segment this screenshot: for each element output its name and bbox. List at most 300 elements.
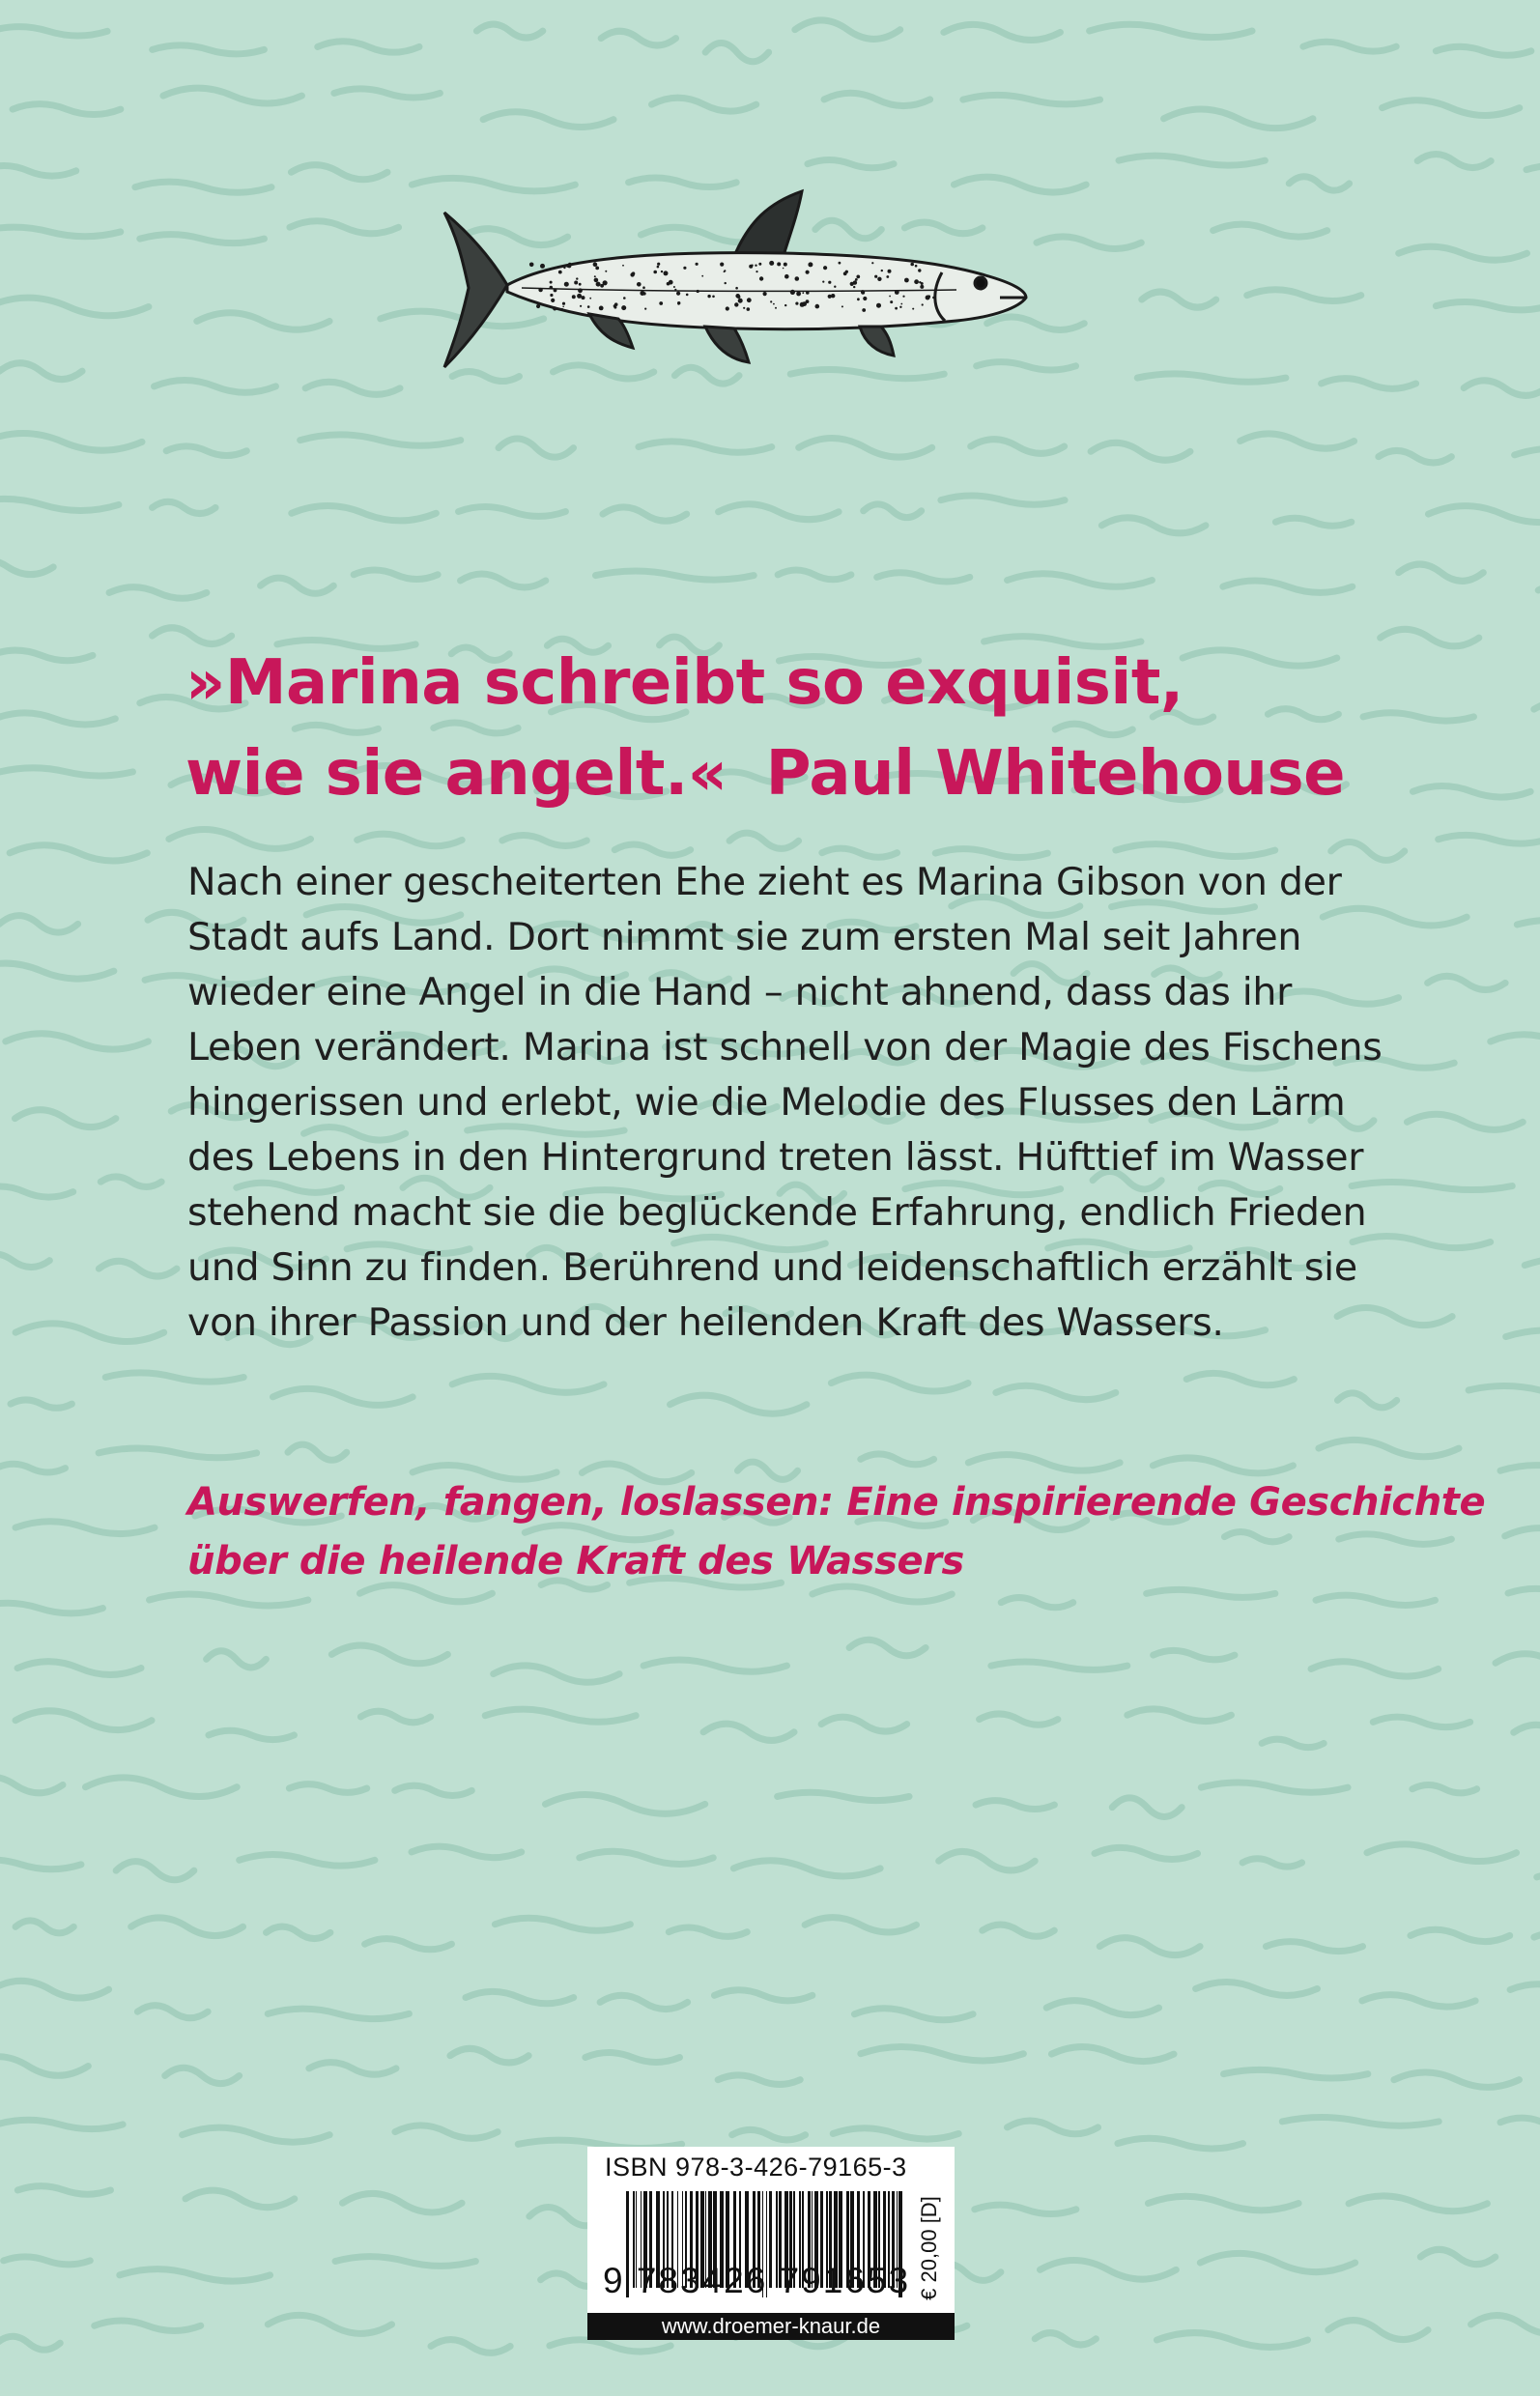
wave-stroke [864, 504, 922, 518]
wave-stroke [1275, 518, 1351, 526]
fish-spot [802, 292, 804, 294]
wave-stroke [1322, 379, 1416, 389]
wave-stroke [0, 713, 115, 725]
wave-stroke [1506, 1330, 1540, 1343]
wave-stroke [1526, 165, 1540, 174]
wave-stroke [0, 559, 53, 574]
wave-stroke [603, 507, 687, 521]
wave-stroke [1436, 46, 1531, 55]
wave-stroke [1469, 1386, 1540, 1395]
fish-spot [758, 263, 761, 266]
wave-stroke [109, 587, 207, 599]
wave-stroke [17, 1662, 141, 1675]
fish-spot [677, 303, 679, 305]
wave-stroke [1200, 2253, 1355, 2271]
fish-spot [895, 290, 899, 295]
wave-stroke [808, 159, 894, 167]
wave-stroke [1037, 237, 1141, 249]
wave-stroke [150, 1594, 308, 1606]
wave-stroke [207, 1651, 267, 1668]
publisher-url: www.droemer-knaur.de [587, 2313, 955, 2340]
wave-stroke [941, 496, 1065, 504]
fish-spot [853, 280, 857, 284]
fish-spot [902, 296, 904, 298]
fish-spot [845, 271, 848, 273]
wave-stroke [1091, 442, 1190, 460]
wave-stroke [318, 42, 419, 52]
wave-stroke [335, 2257, 475, 2267]
wave-stroke [272, 1388, 413, 1405]
wave-stroke [1035, 2333, 1096, 2345]
wave-stroke [395, 1785, 472, 1795]
price-label [910, 2185, 949, 2311]
wave-stroke [795, 20, 900, 39]
wave-stroke [1412, 1785, 1477, 1793]
fish-spot [697, 290, 699, 293]
fish-spot [932, 297, 934, 299]
wave-stroke [729, 833, 799, 848]
wave-stroke [354, 570, 438, 579]
wave-stroke [963, 95, 1100, 104]
wave-stroke [1266, 1942, 1362, 1952]
fish-spot [815, 304, 820, 309]
wave-stroke [169, 829, 311, 848]
wave-stroke [643, 1660, 786, 1671]
wave-stroke [268, 2315, 391, 2333]
wave-stroke [261, 578, 334, 593]
wave-stroke [502, 836, 587, 846]
wave-stroke [1439, 835, 1540, 843]
wave-stroke [580, 1851, 713, 1864]
fish-spot [823, 266, 827, 270]
fish-spot [596, 282, 601, 287]
quote-attribution: Paul Whitehouse [765, 738, 1345, 810]
wave-stroke [1154, 1650, 1235, 1659]
fish-spot [784, 304, 786, 306]
wave-stroke [0, 1254, 49, 1268]
fish-spot [578, 288, 583, 293]
wave-stroke [331, 1645, 447, 1664]
wave-stroke [0, 963, 114, 979]
fish-spot [593, 262, 598, 267]
wave-stroke [1373, 1717, 1469, 1727]
fish-spot [857, 298, 860, 300]
wave-stroke [95, 2321, 201, 2330]
wave-stroke [833, 2128, 958, 2139]
wave-stroke [309, 2063, 396, 2075]
wave-stroke [719, 504, 840, 520]
fish-spot [712, 296, 715, 299]
wave-stroke [291, 165, 387, 180]
wave-stroke [99, 1448, 257, 1458]
wave-stroke [1148, 2196, 1298, 2211]
wave-stroke [1383, 100, 1520, 116]
wave-stroke [1515, 448, 1540, 461]
wave-stroke [1156, 2333, 1307, 2348]
wave-stroke [1525, 1259, 1540, 1272]
wave-stroke [153, 45, 265, 54]
fish-spot [657, 266, 660, 269]
wave-stroke [268, 2009, 409, 2018]
fish-spot [743, 307, 745, 309]
wave-stroke [1164, 109, 1313, 128]
price-text: € 20,00 [D] [917, 2196, 941, 2300]
wave-stroke [1137, 374, 1286, 382]
wave-stroke [595, 571, 754, 580]
fish-spot [707, 295, 710, 298]
wave-stroke [971, 440, 1065, 454]
wave-stroke [0, 227, 121, 237]
description-line: Leben verändert. Marina ist schnell von der Magie des Fischens [187, 1025, 1383, 1070]
fish-spot [659, 301, 663, 305]
fish-spot [564, 282, 569, 287]
fish-spot [888, 270, 892, 273]
wave-stroke [854, 2009, 973, 2020]
wave-stroke [1491, 1035, 1540, 1048]
wave-stroke [975, 2205, 1076, 2213]
fish-spot [653, 271, 657, 274]
wave-stroke [183, 2127, 330, 2142]
fish-spot [861, 291, 865, 295]
fish-spot [622, 265, 624, 267]
fish-spot [874, 275, 877, 278]
wave-stroke [1040, 2261, 1176, 2280]
fish-spot [594, 275, 596, 277]
fish-spot [720, 263, 724, 267]
fish-spot [747, 298, 752, 302]
pull-quote [185, 638, 1422, 819]
fish-spot [734, 302, 738, 306]
wave-stroke [197, 313, 329, 329]
fish-spot [613, 306, 616, 309]
wave-stroke [1046, 2001, 1158, 2015]
fish-spot [536, 304, 540, 308]
fish-spot [862, 308, 866, 312]
fish-spot [770, 300, 772, 302]
quote-line-1: »Marina schreibt so exquisit, [185, 647, 1184, 719]
wave-stroke [1282, 2117, 1439, 2125]
fish-spot [664, 271, 669, 275]
fish-spot [920, 285, 924, 289]
wave-stroke [1119, 156, 1265, 165]
fish-spot [674, 289, 676, 291]
wave-stroke [1224, 2069, 1368, 2078]
wave-stroke [476, 24, 542, 38]
wave-stroke [0, 363, 82, 380]
quote-line-2-text: wie sie angelt.« [185, 738, 727, 810]
wave-stroke [290, 221, 399, 234]
wave-stroke [485, 1709, 636, 1722]
wave-stroke [1262, 1739, 1324, 1747]
wave-stroke [120, 2269, 271, 2281]
wave-stroke [670, 1395, 807, 1413]
fish-spot [566, 266, 568, 268]
wave-stroke [305, 382, 400, 394]
wave-stroke [140, 235, 265, 243]
fish-spot [621, 305, 626, 310]
wave-stroke [209, 1730, 294, 1739]
wave-stroke [15, 1522, 155, 1534]
wave-stroke [1436, 301, 1540, 309]
wave-stroke [1496, 1654, 1540, 1672]
fish-spot [600, 284, 604, 288]
wave-stroke [0, 499, 119, 510]
fish-spot [683, 267, 686, 270]
wave-stroke [1417, 155, 1491, 168]
fish-spot [795, 302, 798, 305]
wave-stroke [116, 1862, 194, 1880]
wave-stroke [4, 2257, 91, 2265]
wave-stroke [1303, 42, 1396, 51]
wave-stroke [1399, 564, 1484, 581]
wave-stroke [292, 506, 437, 521]
wave-stroke [15, 1324, 164, 1342]
wave-stroke [1153, 1458, 1293, 1473]
wave-stroke [939, 1851, 1036, 1869]
wave-stroke [412, 1846, 522, 1858]
fish-spot [756, 271, 757, 272]
fish-spot [927, 295, 930, 298]
fish-spot [574, 281, 578, 285]
wave-stroke [185, 2190, 295, 2208]
fish-spot [841, 305, 843, 307]
wave-stroke [357, 834, 462, 846]
wave-stroke [342, 2193, 462, 2212]
fish-spot [561, 308, 563, 310]
fish-spot [676, 292, 680, 296]
wave-stroke [155, 381, 276, 393]
fish-spot [919, 281, 921, 283]
wave-stroke [0, 916, 78, 932]
wave-stroke [452, 1376, 604, 1392]
fish-spot [701, 275, 703, 277]
wave-stroke [601, 31, 675, 45]
fish-spot [529, 263, 534, 268]
fish-spot [632, 271, 636, 275]
wave-stroke [976, 1801, 1054, 1810]
fish-spot [777, 262, 781, 266]
wave-stroke [1534, 699, 1540, 718]
fish-spot [553, 306, 556, 310]
wave-stroke [395, 2125, 498, 2138]
wave-stroke [153, 501, 216, 513]
wave-stroke [135, 182, 271, 192]
fish-spot [900, 303, 902, 305]
wave-stroke [11, 1400, 71, 1408]
isbn-text: ISBN 978-3-426-79165-3 [605, 2153, 907, 2182]
wave-stroke [1411, 1929, 1510, 1941]
fish-spot [822, 281, 824, 283]
wave-stroke [703, 1724, 794, 1740]
fish-spot [550, 281, 553, 284]
wave-stroke [137, 2006, 208, 2018]
wave-stroke [1362, 1995, 1475, 2007]
wave-stroke [778, 1792, 909, 1800]
fish-spot [806, 271, 810, 274]
wave-stroke [831, 1375, 968, 1391]
wave-stroke [1412, 786, 1530, 798]
wave-stroke [639, 442, 772, 452]
wave-stroke [0, 434, 142, 451]
wave-stroke [714, 1990, 812, 2001]
tagline-line: Auswerfen, fangen, loslassen: Eine inspirierende Geschichte [187, 1480, 1486, 1525]
book-description [187, 855, 1383, 1351]
fish-spot [595, 267, 599, 271]
fish-spot [773, 303, 775, 305]
wave-stroke [240, 1854, 375, 1866]
fish-spot [881, 270, 883, 271]
fish-spot [784, 263, 787, 267]
wave-stroke [824, 93, 930, 105]
wave-stroke [1319, 1440, 1459, 1456]
fish-spot [640, 291, 644, 296]
fish-spot [550, 286, 554, 290]
fish-spot [551, 299, 555, 302]
fish-spot [562, 306, 564, 308]
fish-spot [749, 265, 753, 269]
wave-stroke [15, 1921, 73, 1933]
fish-spot [755, 265, 756, 267]
fish-spot [673, 286, 675, 288]
wave-stroke [461, 574, 546, 587]
fish-spot [686, 294, 689, 297]
wave-stroke [778, 570, 851, 580]
wave-stroke [365, 1939, 452, 1950]
fish-spot [563, 267, 565, 269]
wave-stroke [1407, 1114, 1523, 1129]
fish-spot [576, 277, 578, 279]
fish-spot [784, 274, 789, 279]
wave-stroke [1510, 1984, 1540, 1995]
wave-stroke [459, 507, 566, 517]
wave-stroke [1095, 1847, 1198, 1859]
wave-stroke [0, 1186, 73, 1197]
wave-stroke [733, 1861, 880, 1876]
wave-stroke [1428, 506, 1540, 523]
wave-stroke [266, 1926, 329, 1938]
fish-spot [587, 305, 590, 308]
fish-spot [910, 263, 914, 267]
wave-stroke [1289, 177, 1349, 190]
fish-spot [790, 290, 795, 295]
wave-stroke [85, 1778, 237, 1797]
wave-stroke [980, 1714, 1058, 1725]
wave-stroke [732, 2129, 806, 2140]
description-line: Stadt aufs Land. Dort nimmt sie zum ersten Mal seit Jahren [187, 915, 1302, 959]
description-line: von ihrer Passion und der heilenden Kraft des Wassers. [187, 1300, 1224, 1345]
wave-stroke [495, 1918, 630, 1930]
wave-stroke [466, 1991, 574, 2003]
wave-stroke [0, 166, 76, 177]
fish-spot [855, 278, 858, 281]
barcode-label [587, 2147, 955, 2340]
wave-stroke [99, 1261, 177, 1276]
wave-stroke [288, 1444, 347, 1460]
wave-stroke [705, 43, 769, 61]
fish-spot [572, 295, 576, 299]
fish-spot [863, 297, 867, 300]
wave-stroke [1367, 1844, 1517, 1862]
wave-stroke [968, 1455, 1120, 1471]
fish-spot [644, 308, 646, 310]
wave-stroke [550, 2340, 670, 2352]
fish-spot [579, 283, 582, 286]
fish-spot [877, 277, 881, 281]
tagline-line: über die heilende Kraft des Wassers [187, 1539, 964, 1583]
fish-spot [724, 271, 726, 272]
fish-spot [696, 263, 699, 266]
wave-stroke [1500, 1466, 1540, 1476]
wave-stroke [450, 2048, 528, 2063]
wave-stroke [1464, 381, 1540, 396]
wave-stroke [0, 27, 107, 36]
description-line: und Sinn zu finden. Berührend und leidenschaftlich erzählt sie [187, 1245, 1357, 1290]
wave-stroke [431, 2340, 510, 2353]
wave-stroke [1196, 1982, 1318, 1996]
wave-stroke [6, 1034, 149, 1049]
wave-stroke [163, 88, 301, 103]
wave-stroke [0, 2057, 88, 2076]
wave-stroke [996, 1385, 1116, 1399]
wave-stroke [10, 845, 147, 861]
fish-spot [623, 297, 626, 300]
description-line: des Lebens in den Hintergrund treten lässt. Hüfttief im Wasser [187, 1135, 1364, 1180]
wave-stroke [1201, 1783, 1348, 1792]
wave-stroke [545, 1794, 704, 1813]
wave-stroke [100, 1177, 161, 1187]
wave-stroke [0, 1860, 81, 1869]
wave-stroke [1007, 2121, 1098, 2134]
fish-spot [605, 271, 607, 272]
wave-stroke [499, 439, 574, 457]
fish-spot [558, 271, 562, 274]
wave-stroke [1505, 1528, 1540, 1544]
wave-stroke [131, 1918, 243, 1936]
wave-stroke [1008, 574, 1153, 587]
fish-spot [886, 275, 889, 278]
wave-stroke [0, 2120, 123, 2128]
fish-spot [661, 271, 663, 272]
description-line: Nach einer gescheiterten Ehe zieht es Marina Gibson von der [187, 860, 1342, 904]
wave-stroke [289, 1784, 366, 1793]
fish-spot [899, 306, 901, 308]
quote-line-2 [185, 728, 1422, 819]
wave-stroke [821, 1717, 907, 1731]
wave-stroke [600, 1995, 687, 2009]
wave-stroke [1349, 2196, 1487, 2211]
wave-stroke [1311, 1662, 1439, 1676]
fish-spot [795, 276, 800, 281]
salmon-illustration [415, 184, 1043, 396]
fish-spot [594, 278, 599, 283]
fish-spot [769, 261, 774, 266]
fish-spot [554, 289, 557, 293]
fish-spot [637, 282, 642, 287]
fish-spot [834, 286, 836, 288]
wave-stroke [0, 768, 132, 776]
fish-spot [876, 303, 881, 308]
wave-stroke [805, 1918, 916, 1932]
wave-stroke [15, 1711, 152, 1730]
wave-stroke [1428, 976, 1505, 989]
fish-spot [853, 286, 855, 288]
fish-spot [914, 279, 919, 284]
wave-stroke [718, 2075, 800, 2084]
fish-spot [890, 300, 893, 303]
wave-stroke [1112, 1798, 1182, 1817]
wave-stroke [1337, 1393, 1396, 1408]
wave-stroke [0, 1464, 66, 1472]
